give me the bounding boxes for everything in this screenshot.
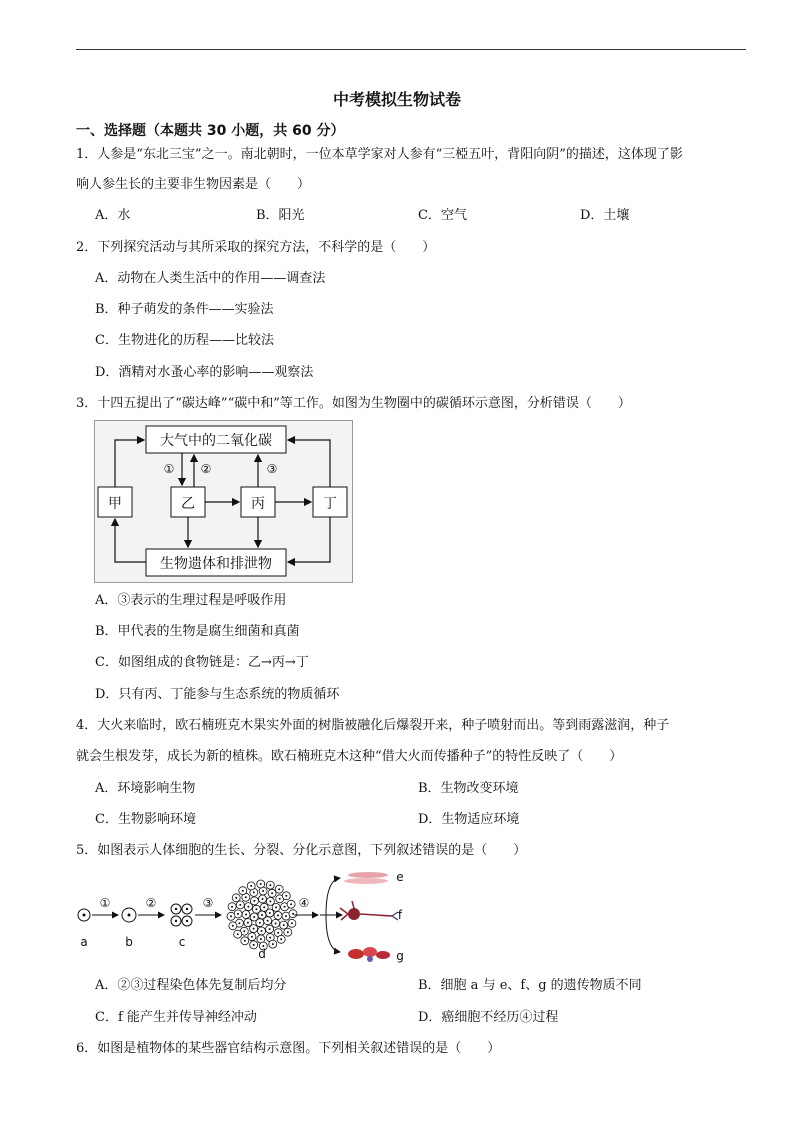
cluster-cell-nucleus bbox=[262, 890, 264, 892]
cluster-cell-nucleus bbox=[269, 928, 271, 930]
cluster-cell-nucleus bbox=[284, 906, 286, 908]
diagram-node-jia: 甲 bbox=[108, 496, 122, 512]
q3-stem: 3．十四五提出了“碳达峰”“碳中和”等工作。如图为生物圈中的碳循环示意图，分析错误（ ） bbox=[76, 396, 631, 411]
diagram-top-box-label: 大气中的二氧化碳 bbox=[160, 433, 272, 449]
cluster-cell-nucleus bbox=[237, 913, 239, 915]
cell-division-diagram bbox=[74, 866, 414, 970]
carbon-cycle-diagram bbox=[94, 420, 354, 584]
cluster-cell-nucleus bbox=[255, 908, 257, 910]
cluster-cell-nucleus bbox=[259, 922, 261, 924]
q3-option-d[interactable]: D．只有丙、丁能参与生态系统的物质循环 bbox=[95, 687, 340, 702]
cluster-cell-nucleus bbox=[272, 943, 274, 945]
cluster-cell-nucleus bbox=[278, 888, 280, 890]
q5-option-d[interactable]: D．癌细胞不经历④过程 bbox=[418, 1010, 559, 1025]
cell-label-c: c bbox=[178, 935, 186, 949]
cluster-cell-nucleus bbox=[291, 922, 293, 924]
diagram-node-yi: 乙 bbox=[181, 496, 195, 512]
step-3: ③ bbox=[202, 896, 214, 910]
diagram-node-bing: 丙 bbox=[251, 496, 265, 512]
q1-stem-line-1: 1．人参是“东北三宝”之一。南北朝时，一位本草学家对人参有“三椏五叶，背阳向阴”的描述，这体现了影 bbox=[76, 147, 683, 162]
cluster-cell-nucleus bbox=[263, 906, 265, 908]
cluster-cell-nucleus bbox=[287, 931, 289, 933]
cluster-cell-nucleus bbox=[247, 906, 249, 908]
section-heading: 一、选择题（本题共 30 小题，共 60 分） bbox=[76, 123, 345, 139]
q3-option-c[interactable]: C．如图组成的食物链是：乙→丙→丁 bbox=[95, 655, 309, 670]
cluster-cell-nucleus bbox=[247, 922, 249, 924]
cluster-cell-nucleus bbox=[231, 906, 233, 908]
cluster-cell-nucleus bbox=[251, 936, 253, 938]
cell-label-d: d bbox=[258, 947, 266, 961]
step-4: ④ bbox=[298, 896, 310, 910]
q2-option-d[interactable]: D．酒精对水蚤心率的影响——观察法 bbox=[95, 365, 314, 380]
cell-label-a: a bbox=[80, 935, 88, 949]
header-rule bbox=[76, 49, 746, 50]
cluster-cell-nucleus bbox=[269, 912, 271, 914]
q4-option-d[interactable]: D．生物适应环境 bbox=[418, 812, 520, 827]
cluster-cell-nucleus bbox=[253, 900, 255, 902]
cluster-cell-nucleus bbox=[245, 896, 247, 898]
cluster-cell-nucleus bbox=[277, 915, 279, 917]
cell-label-b: b bbox=[125, 935, 133, 949]
cluster-cell-nucleus bbox=[275, 906, 277, 908]
cluster-cell-nucleus bbox=[253, 891, 255, 893]
cluster-cell-nucleus bbox=[267, 920, 269, 922]
blood-cells-image bbox=[348, 947, 390, 962]
cluster-cell-nucleus bbox=[271, 892, 273, 894]
cluster-cell-nucleus bbox=[232, 925, 234, 927]
cluster-cell-nucleus bbox=[269, 900, 271, 902]
cluster-cell-nucleus bbox=[285, 895, 287, 897]
cluster-cell-nucleus bbox=[244, 940, 246, 942]
diagram-mark-2: ② bbox=[200, 462, 212, 476]
cluster-cell-nucleus bbox=[253, 944, 255, 946]
cluster-cell-nucleus bbox=[269, 937, 271, 939]
cluster-cell-nucleus bbox=[283, 924, 285, 926]
cluster-cell-nucleus bbox=[275, 922, 277, 924]
q6-stem: 6．如图是植物体的某些器官结构示意图。下列相关叙述错误的是（ ） bbox=[76, 1041, 501, 1056]
q3-option-b[interactable]: B．甲代表的生物是腐生细菌和真菌 bbox=[95, 624, 300, 639]
cluster-cell-nucleus bbox=[280, 938, 282, 940]
cluster-cell-nucleus bbox=[269, 884, 271, 886]
cluster-cell-nucleus bbox=[277, 932, 279, 934]
q4-option-b[interactable]: B．生物改变环境 bbox=[418, 781, 519, 796]
muscle-cells-image bbox=[344, 872, 388, 884]
diagram-mark-3: ③ bbox=[266, 462, 278, 476]
cell-label-e: e bbox=[396, 870, 404, 884]
page-title: 中考模拟生物试卷 bbox=[332, 90, 461, 109]
cluster-cell-nucleus bbox=[261, 914, 263, 916]
cluster-cell-nucleus bbox=[262, 898, 264, 900]
cluster-cell-nucleus bbox=[239, 904, 241, 906]
cluster-cell-nucleus bbox=[242, 890, 244, 892]
cluster-cell-nucleus bbox=[279, 898, 281, 900]
diagram-mark-1: ① bbox=[163, 462, 175, 476]
cluster-cell-nucleus bbox=[237, 933, 239, 935]
cluster-cell-nucleus bbox=[230, 915, 232, 917]
cluster-cell-nucleus bbox=[292, 913, 294, 915]
q4-stem-line-1: 4．大火来临时，欧石楠班克木果实外面的树脂被融化后爆裂开来，种子喷射而出。等到雨露滋润，种子 bbox=[76, 718, 670, 733]
cluster-cell-nucleus bbox=[253, 928, 255, 930]
cell-label-g: g bbox=[396, 949, 404, 963]
q2-stem: 2．下列探究活动与其所采取的探究方法，不科学的是（ ） bbox=[76, 240, 436, 255]
q3-option-a[interactable]: A．③表示的生理过程是呼吸作用 bbox=[95, 593, 287, 608]
step-2: ② bbox=[145, 896, 157, 910]
cluster-cell-nucleus bbox=[260, 938, 262, 940]
diagram-node-ding: 丁 bbox=[323, 496, 337, 512]
q5-option-b[interactable]: B．细胞 a 与 e、f、g 的遗传物质不同 bbox=[418, 978, 642, 993]
q1-option-b[interactable]: B．阳光 bbox=[256, 208, 305, 223]
q5-option-a[interactable]: A．②③过程染色体先复制后均分 bbox=[95, 978, 287, 993]
cluster-cell-nucleus bbox=[250, 885, 252, 887]
cell-label-f: f bbox=[397, 908, 403, 922]
cluster-cell-nucleus bbox=[245, 914, 247, 916]
q2-option-a[interactable]: A．动物在人类生活中的作用——调查法 bbox=[95, 271, 326, 286]
cluster-cell-nucleus bbox=[290, 903, 292, 905]
q4-option-a[interactable]: A．环境影响生物 bbox=[95, 781, 196, 796]
cluster-cell-nucleus bbox=[260, 883, 262, 885]
neuron-image bbox=[340, 901, 398, 920]
q5-option-c[interactable]: C．f 能产生并传导神经冲动 bbox=[95, 1010, 257, 1025]
q1-stem-line-2: 响人参生长的主要非生物因素是（ ） bbox=[76, 177, 311, 192]
cluster-cell-nucleus bbox=[243, 930, 245, 932]
q5-stem: 5．如图表示人体细胞的生长、分裂、分化示意图，下列叙述错误的是（ ） bbox=[76, 843, 527, 858]
q2-option-b[interactable]: B．种子萌发的条件——实验法 bbox=[95, 302, 274, 317]
cluster-cell-nucleus bbox=[238, 922, 240, 924]
q1-option-a[interactable]: A．水 bbox=[95, 208, 131, 223]
q1-option-c[interactable]: C．空气 bbox=[418, 208, 467, 223]
q2-option-c[interactable]: C．生物进化的历程——比较法 bbox=[95, 333, 274, 348]
diagram-bottom-box-label: 生物遗体和排泄物 bbox=[160, 556, 272, 572]
q4-option-c[interactable]: C．生物影响环境 bbox=[95, 812, 196, 827]
q1-option-d[interactable]: D．土壤 bbox=[580, 208, 630, 223]
cluster-cell-nucleus bbox=[261, 930, 263, 932]
cluster-cell-nucleus bbox=[285, 915, 287, 917]
cluster-cell-nucleus bbox=[253, 916, 255, 918]
q4-stem-line-2: 就会生根发芽，成长为新的植株。欧石楠班克木这种“借大火而传播种子”的特性反映了（ ） bbox=[76, 749, 623, 764]
step-1: ① bbox=[99, 896, 111, 910]
cluster-cell-nucleus bbox=[235, 897, 237, 899]
